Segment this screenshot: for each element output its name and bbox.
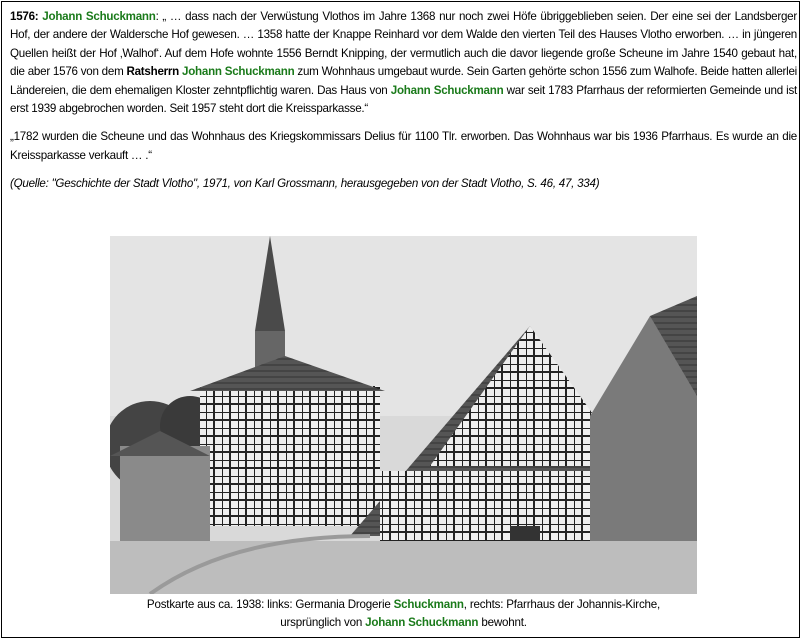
paragraph-1 (10, 8, 797, 118)
caption-text-b: , rechts: Pfarrhaus der Johannis-Kirche, (463, 598, 661, 611)
article-text (10, 8, 797, 204)
caption-text-a: Postkarte aus ca. 1938: links: Germania Drogerie (146, 598, 394, 611)
page-frame (1, 1, 800, 638)
caption-text-c: ursprünglich von (280, 616, 366, 629)
paragraph-1-text-b: zum Wohnhaus umgebaut wurde. Sein Garten gehörte schon 1556 zum Walhofe. Beide hatten allerlei Ländereien, die dem ehemaligen Kloster zehntpflichtig waren. Das Haus von (10, 65, 797, 97)
paragraph-1-text-a: : „ … dass nach der Verwüstung Vlothos im Jahre 1368 nur noch zwei Höfe übriggeblieben seien. Der eine sei der Landsberger Hof, der andere der Waldersche Hof gewesen. … 1358 hatte der Knappe Reinhard vor dem Walde den vierten Teil des Hauses Vlotho erworben. … in jüngeren Quellen heißt der Hof ‚Walhof‘. Auf dem Hofe wohnte 1556 Berndt Knipping, der vermutlich auch die davor liegende große Scheune im Jahre 1540 gebaut hat, die aber 1576 von dem (10, 10, 797, 79)
photo-caption (102, 596, 705, 632)
year-label: 1576 (10, 10, 35, 23)
paragraph-2: „1782 wurden die Scheune und das Wohnhaus des Kriegskommissars Delius für 1100 Tlr. erworben. Das Wohnhaus war bis 1936 Pfarrhaus. Es wurde an die Kreissparkasse verkauft … .“ (10, 130, 797, 162)
caption-text-d: bewohnt. (478, 616, 527, 629)
source-citation: (Quelle: "Geschichte der Stadt Vlotho", 1971, von Karl Grossmann, herausgegeben von der Stadt Vlotho, S. 46, 47, 334) (10, 177, 600, 191)
year-separator: : (34, 10, 43, 23)
name-johann-schuckmann: Johann Schuckmann (365, 616, 479, 629)
name-schuckmann: Schuckmann (393, 598, 464, 611)
name-johann-schuckmann: Johann Schuckmann (182, 65, 295, 79)
paragraph-1-text-c: war seit 1783 Pfarrhaus der reformierten Gemeinde und ist erst 1939 abgebrochen worden. Seit 1957 steht dort die Kreissparkasse.“ (10, 83, 797, 116)
ratsherrn-label: Ratsherrn (126, 65, 179, 79)
historic-postcard-photo (110, 236, 697, 594)
name-johann-schuckmann: Johann Schuckmann (390, 83, 504, 97)
name-johann-schuckmann: Johann Schuckmann (42, 10, 156, 23)
